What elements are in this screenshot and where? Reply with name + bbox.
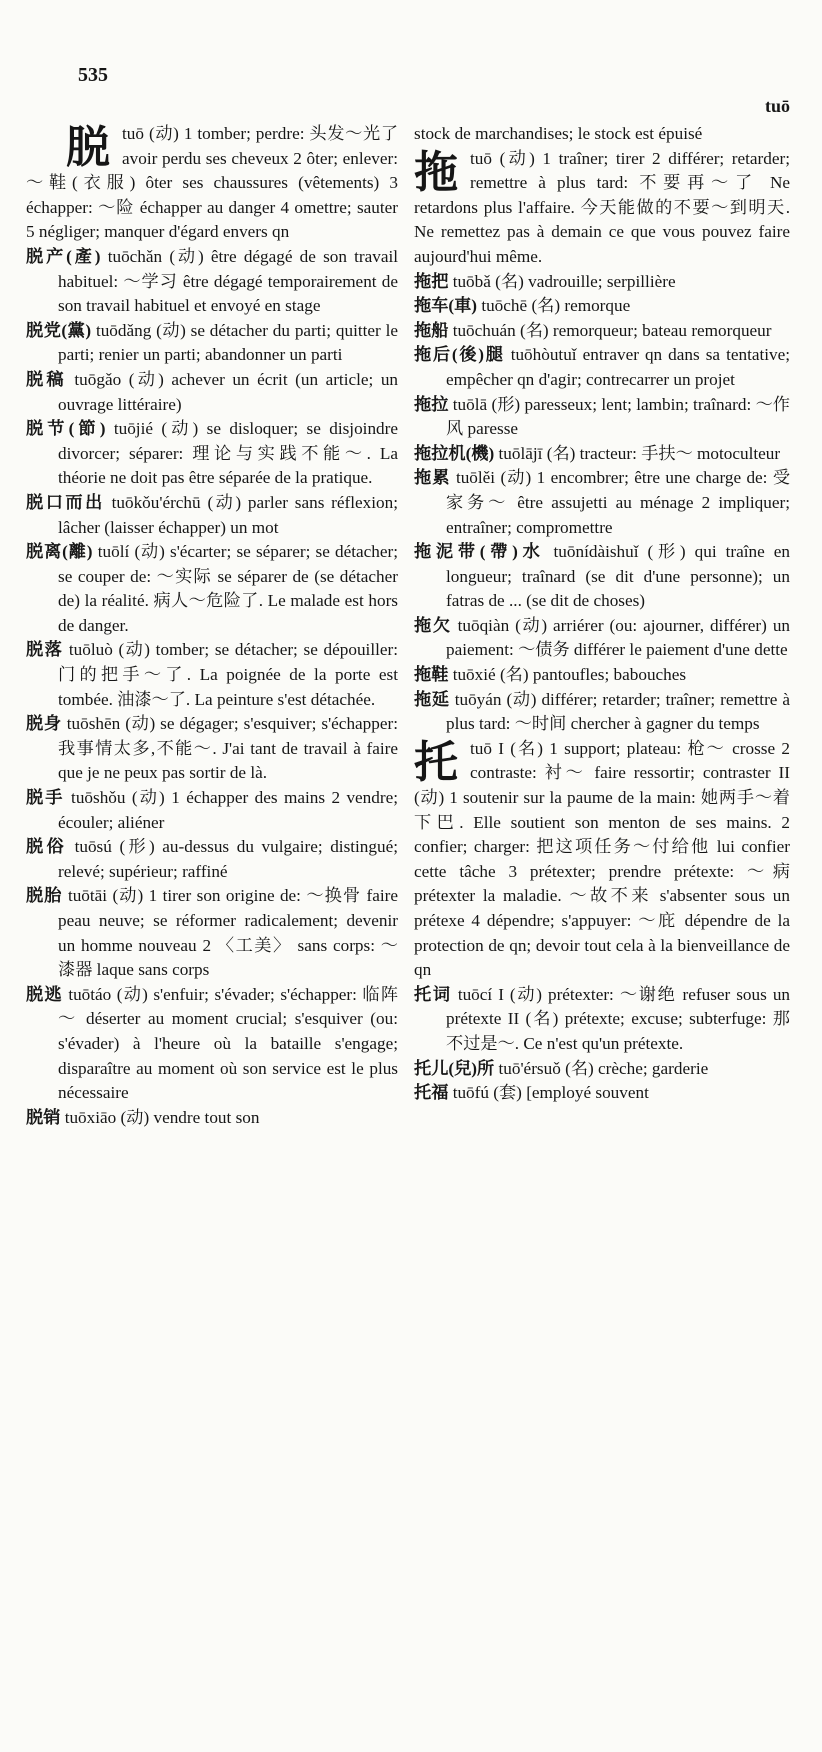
entry-definition: I (动) prétexter: ～谢绝 refuser sous un prétexte II (名) prétexte; excuse; subterfuge: 那不过是～. Ce n'est qu'un prétexte.	[446, 984, 791, 1053]
entry-pinyin: tuōsú	[74, 837, 112, 857]
entry-pinyin: tuōchē	[481, 296, 528, 316]
entry-pinyin: tuōtāi	[67, 886, 108, 906]
entry-headword: 拖	[414, 147, 458, 197]
entry-pinyin: tuōqiàn	[457, 615, 510, 635]
entry-headword: 拖后(後)腿	[414, 345, 505, 365]
entry-pinyin: tuōbǎ	[452, 271, 491, 291]
entry-definition: (动) tomber; se détacher; se dépouiller: 门的把手～了. La poignée de la porte est tombée. 油漆～了. La peinture s'est détachée.	[58, 640, 398, 709]
entry-pinyin: tuōlājī	[498, 443, 543, 463]
dictionary-entry	[26, 786, 398, 835]
entry-pinyin: tuōfú	[452, 1083, 489, 1103]
entry-headword: 拖欠	[414, 615, 452, 635]
entry-definition: (动) 1 échapper des mains 2 vendre; écouler; aliéner	[58, 788, 398, 832]
entry-headword: 拖拉	[414, 394, 449, 414]
entry-headword: 脱俗	[26, 837, 67, 857]
entry-headword: 拖累	[414, 468, 451, 488]
dictionary-entry	[414, 614, 790, 663]
entry-headword: 脱手	[26, 788, 65, 808]
entry-pinyin: tuō	[122, 124, 144, 143]
dictionary-entry	[26, 884, 398, 982]
dictionary-entry	[26, 983, 398, 1106]
dictionary-entry	[26, 712, 398, 786]
entry-pinyin: tuō	[470, 738, 492, 758]
entry-pinyin: tuōyán	[454, 689, 502, 709]
entry-headword: 脱销	[26, 1107, 61, 1127]
entry-headword: 脱口而出	[26, 492, 105, 512]
entry-pinyin: tuōchuán	[452, 320, 516, 340]
entry-headword: 拖车(車)	[414, 296, 478, 316]
entry-definition: (动) se dégager; s'esquiver; s'échapper: 我事情太多,不能～. J'ai tant de travail à faire que je ne peux pas sortir de là.	[58, 714, 398, 783]
entry-pinyin: tuōluò	[68, 640, 113, 660]
entry-definition: (动) s'écarter; se séparer; se détacher; se couper de: ～实际 se séparer de (se détacher de) la réalité. 病人～危险了. Le malade est hors de danger.	[58, 542, 399, 635]
dictionary-entry	[26, 319, 398, 368]
entry-headword: 托福	[414, 1083, 449, 1103]
entry-pinyin: tuōchǎn	[107, 246, 163, 266]
dictionary-entry	[414, 122, 790, 147]
entry-definition: stock de marchandises; le stock est épuisé	[414, 124, 703, 143]
entry-definition: (动) 1 traîner; tirer 2 différer; retarder; remettre à plus tard: 不要再～了 Ne retardons plus l'affaire. 今天能做的不要～到明天. Ne remettez pas à demain ce que vous pouvez faire aujourd'hui même.	[414, 148, 791, 266]
entry-pinyin: tuō'érsuǒ	[498, 1058, 561, 1078]
right-column	[414, 122, 790, 1106]
entry-pinyin: tuōshǒu	[71, 788, 126, 808]
dictionary-entry	[414, 688, 790, 737]
entry-pinyin: tuōkǒu'érchū	[111, 492, 201, 512]
dictionary-entry	[414, 343, 790, 392]
entry-pinyin: tuōxiāo	[64, 1107, 117, 1127]
entry-pinyin: tuōlěi	[455, 468, 496, 488]
dictionary-entry	[414, 663, 790, 688]
left-column	[26, 122, 398, 1130]
entry-headword: 拖泥带(帶)水	[414, 542, 545, 562]
entry-pinyin: tuōnídàishuǐ	[553, 542, 639, 562]
entry-headword: 脱身	[26, 714, 62, 734]
entry-pinyin: tuōlā	[452, 394, 488, 414]
dictionary-entry	[26, 638, 398, 712]
dictionary-entry	[26, 491, 398, 540]
entry-pinyin: tuōtáo	[68, 984, 112, 1004]
dictionary-entry	[414, 393, 790, 442]
entry-headword: 脱稿	[26, 369, 67, 389]
dictionary-entry	[26, 417, 398, 491]
dictionary-entry	[26, 540, 398, 638]
entry-definition: (名) remorque	[531, 296, 631, 316]
dictionary-entry	[26, 835, 398, 884]
entry-definition: (形) paresseux; lent; lambin; traînard: ～作风 paresse	[446, 394, 790, 439]
entry-pinyin: tuōshēn	[66, 714, 121, 734]
entry-definition: (动) vendre tout son	[120, 1107, 260, 1127]
entry-pinyin: tuōlí	[97, 542, 130, 562]
dictionary-entry	[414, 294, 790, 319]
dictionary-entry	[414, 540, 790, 614]
entry-definition: (动) achever un écrit (un article; un ouvrage littéraire)	[58, 369, 399, 414]
dictionary-entry	[414, 319, 790, 344]
dictionary-entry	[414, 1081, 790, 1106]
entry-headword: 拖船	[414, 320, 449, 340]
entry-pinyin: tuō	[470, 148, 492, 168]
entry-definition: (动) différer; retarder; traîner; remettre à plus tard: ～时间 chercher à gagner du temps	[446, 689, 791, 734]
dictionary-entry	[26, 245, 398, 319]
entry-definition: (动) 1 tirer son origine de: ～换骨 faire peau neuve; se réformer radicalement; devenir un homme nouveau 2 〈工美〉 sans corps: ～漆器 laque sans corps	[58, 886, 399, 980]
entry-definition: (形) qui traîne en longueur; traînard (se dit d'une personne); un fatras de ... (se dit de choses)	[446, 542, 791, 611]
entry-headword: 拖拉机(機)	[414, 443, 495, 463]
entry-pinyin: tuōhòutuǐ	[510, 345, 577, 365]
entry-definition: (名) remorqueur; bateau remorqueur	[520, 320, 772, 340]
entry-definition: (形) au-dessus du vulgaire; distingué; relevé; supérieur; raffiné	[58, 837, 398, 881]
dictionary-entry	[26, 368, 398, 417]
entry-headword: 拖延	[414, 689, 450, 709]
guide-word: tuō	[764, 96, 790, 116]
entry-pinyin: tuōxié	[452, 665, 496, 685]
entry-headword: 拖鞋	[414, 665, 449, 685]
entry-pinyin: tuōdǎng	[95, 320, 152, 340]
entry-headword: 脱逃	[26, 984, 63, 1004]
entry-definition: (名) tracteur: 手扶～ motoculteur	[546, 443, 781, 463]
entry-headword: 脱离(離)	[26, 542, 93, 562]
entry-headword: 托	[414, 737, 458, 787]
entry-definition: (动) être dégagé de son travail habituel: ～学习 être dégagé temporairement de son travail habituel et envoyé en stage	[58, 246, 399, 316]
entry-definition: (名) crèche; garderie	[565, 1058, 709, 1078]
dictionary-entry	[414, 270, 790, 295]
dictionary-entry	[26, 122, 398, 245]
entry-headword: 拖把	[414, 271, 449, 291]
page-number: 535	[78, 64, 108, 86]
entry-definition: (动) 1 tomber; perdre: 头发～光了 avoir perdu ses cheveux 2 ôter; enlever: ～鞋(衣服) ôter ses chaussures (vêtements) 3 échapper: ～险 échapper au danger 4 omettre; sauter 5 négliger; manquer d'égard envers qn	[26, 124, 399, 242]
dictionary-entry	[414, 466, 790, 540]
entry-headword: 脱产(產)	[26, 246, 101, 266]
entry-headword: 脱胎	[26, 886, 63, 906]
entry-definition: (套) [employé souvent	[493, 1083, 649, 1103]
entry-headword: 脱落	[26, 640, 64, 660]
entry-definition: (动) se détacher du parti; quitter le parti; renier un parti; abandonner un parti	[58, 320, 398, 365]
entry-definition: (动) arriérer (ou: ajourner, différer) un paiement: ～债务 différer le paiement d'une dette	[446, 615, 791, 660]
entry-definition: (动) se disloquer; se disjoindre divorcer; séparer: 理论与实践不能～. La théorie ne doit pas être séparée de la pratique.	[58, 419, 398, 488]
dictionary-entry	[414, 983, 790, 1057]
entry-definition: (动) parler sans réflexion; lâcher (laisser échapper) un mot	[58, 492, 398, 537]
entry-headword: 脱节(節)	[26, 419, 106, 439]
entry-definition: (名) pantoufles; babouches	[499, 665, 687, 685]
entry-definition: (动) 1 encombrer; être une charge de: 受家务～ être assujetti au ménage 2 impliquer; entraîner; compromettre	[446, 468, 791, 537]
entry-definition: I (名) 1 support; plateau: 枪～ crosse 2 contraste: 衬～ faire ressortir; contraster II (动) 1 soutenir sur la paume de la main: 她两手～着下巴. Elle soutient son menton de ses mains. 2 confier; charger: 把这项任务～付给他 lui confier cette tâche 3 prétexter; prendre prétexte: ～病 prétexter la maladie. ～故不来 s'absenter sous un prétexe 4 dépendre; s'appuyer: ～庇 dépendre de la protection de qn; devoir tout cela à la bienveillance de qn	[414, 738, 790, 980]
entry-pinyin: tuōcí	[457, 984, 493, 1004]
entry-headword: 脱	[66, 123, 110, 172]
entry-definition: (名) vadrouille; serpillière	[495, 271, 676, 291]
dictionary-entry	[414, 737, 790, 983]
dictionary-entry	[414, 442, 790, 467]
entry-headword: 脱党(黨)	[26, 320, 92, 340]
entry-headword: 托词	[414, 984, 452, 1004]
entry-definition: (动) s'enfuir; s'évader; s'échapper: 临阵～ déserter au moment crucial; s'esquiver (ou: s'évader) à l'heure où la bataille s'engage; disparaître au moment où son service est le plus nécessaire	[58, 984, 399, 1103]
entry-pinyin: tuōgǎo	[74, 369, 122, 389]
entry-pinyin: tuōjié	[113, 419, 153, 439]
dictionary-entry	[414, 147, 790, 270]
dictionary-entry	[414, 1057, 790, 1082]
entry-definition: entraver qn dans sa tentative; empêcher qn d'agir; contrecarrer un projet	[446, 345, 791, 389]
dictionary-entry	[26, 1106, 398, 1131]
entry-headword: 托儿(兒)所	[414, 1058, 495, 1078]
